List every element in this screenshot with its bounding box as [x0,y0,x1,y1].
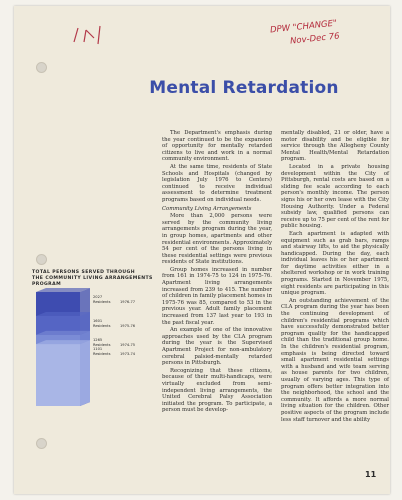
tick-label-year: 1976-77 [120,300,136,304]
ink-scribble-icon [72,24,132,51]
paragraph: An outstanding achievement of the CLA program during the year has been the continuing development of children's residential programs which have successfully demonstrated better program quality for the handicapped child than the traditional group home. In the children's residential program, emphasis is being directed toward small apartment residential settings with a husband and wife team serving as house parents for two children, usually of varying ages. This type of program offers better integration into the neighborhood, the school and the community. It affords a more normal living situation for the children. Other positive aspects of the program include less staff turnover and the ability [281,297,389,423]
paragraph: Each apartment is adapted with equipment such as grab bars, ramps and stairway lifts, to aid the physically handicapped. During the day, each individual leaves his or her apartment for daytime activities either in a sheltered workshop or in work training programs. Started in November 1975, eight residents are participating in this unique program. [281,230,389,297]
tick-label-year: 1973-74 [120,352,136,357]
cla-stacked-chart [30,284,150,414]
tick-label-year: 1975-76 [120,323,136,328]
page-number: 11 [365,470,377,479]
chart-title-line2: THE COMMUNITY LIVING ARRANGEMENTS PROGRAM [32,276,153,287]
chart-title-line1: TOTAL PERSONS SERVED THROUGH [32,270,135,275]
binder-hole-middle [36,254,47,265]
paragraph: mentally disabled, 21 or older, have a motor disability and be eligible for service through the Allegheny County Mental Health/Mental Retardation program. [281,130,389,163]
paragraph: An example of one of the innovative approaches used by the CLA program during the year is the Supervised Apartment Project for non-ambulatory cerebral palsied-mentally retarded persons in Pittsburgh. [162,327,272,367]
data-label-unit: Residents [93,352,111,357]
handwritten-note-line1: DPW "CHANGE" [269,18,338,36]
tick-label-year: 1974-75 [120,342,136,347]
paragraph: Located in a private housing development within the City of Pittsburgh, rental costs are based on a sliding fee scale according to each person's monthly income. The person signs his or her own lease with the City Housing Authority. Under a Federal subsidy law, qualified persons can receive up to 75 per cent of the rent for public housing. [281,163,389,230]
data-label-value: 2027 [93,295,103,299]
paragraph: Recognizing that these citizens, because of their multi-handicaps, were virtually excluded from semi-independent living arrangements, the United Cerebral Palsy Association initiated the program. To participate, a person must be develop- [162,367,272,414]
data-label-value: 1265 [93,337,103,342]
section-subheading: Community Living Arrangements [162,205,252,212]
data-label-unit: Residents [93,342,111,347]
paragraph: Group homes increased in number from 161 in 1974-75 to 124 in 1975-76. Apartment living arrangements increased from 239 to 415. The number of children in family placement homes in 1975-76 was 85, compared to 53 in the previous year. Adult family placement increased from 137 last year to 193 in the past fiscal year. [162,266,272,326]
data-label-unit: Residents [93,300,111,304]
binder-hole-top [36,62,47,73]
text-column-right [281,130,389,424]
data-label-value: 1601 [93,318,103,323]
binder-hole-bottom [36,438,47,449]
text-column-left [162,130,272,415]
paragraph: At the same time, residents of State Schools and Hospitals (changed by legislation July 1976 to Centers) continued to receive individual assessment to determine treatment programs based on individual needs. [162,163,272,203]
data-label-unit: Residents [93,323,111,328]
bar-side-1973-74 [80,340,90,406]
bar-front-1973-74 [36,344,80,406]
data-label-value: 1101 [93,347,103,352]
handwritten-note-line2: Nov-Dec 76 [289,31,341,47]
paragraph: The Department's emphasis during the year continued to be the expansion of opportunity for mentally retarded citizens to live and work in a normal community environment. [162,130,272,163]
paragraph: More than 2,000 persons were served by the community living arrangements program during the year, in group homes, apartments and other residential environments. Approximately 54 per cent of the persons living in these residential settings were previous residents of State institutions. [162,213,272,266]
page-title: Mental Retardation [149,78,339,98]
